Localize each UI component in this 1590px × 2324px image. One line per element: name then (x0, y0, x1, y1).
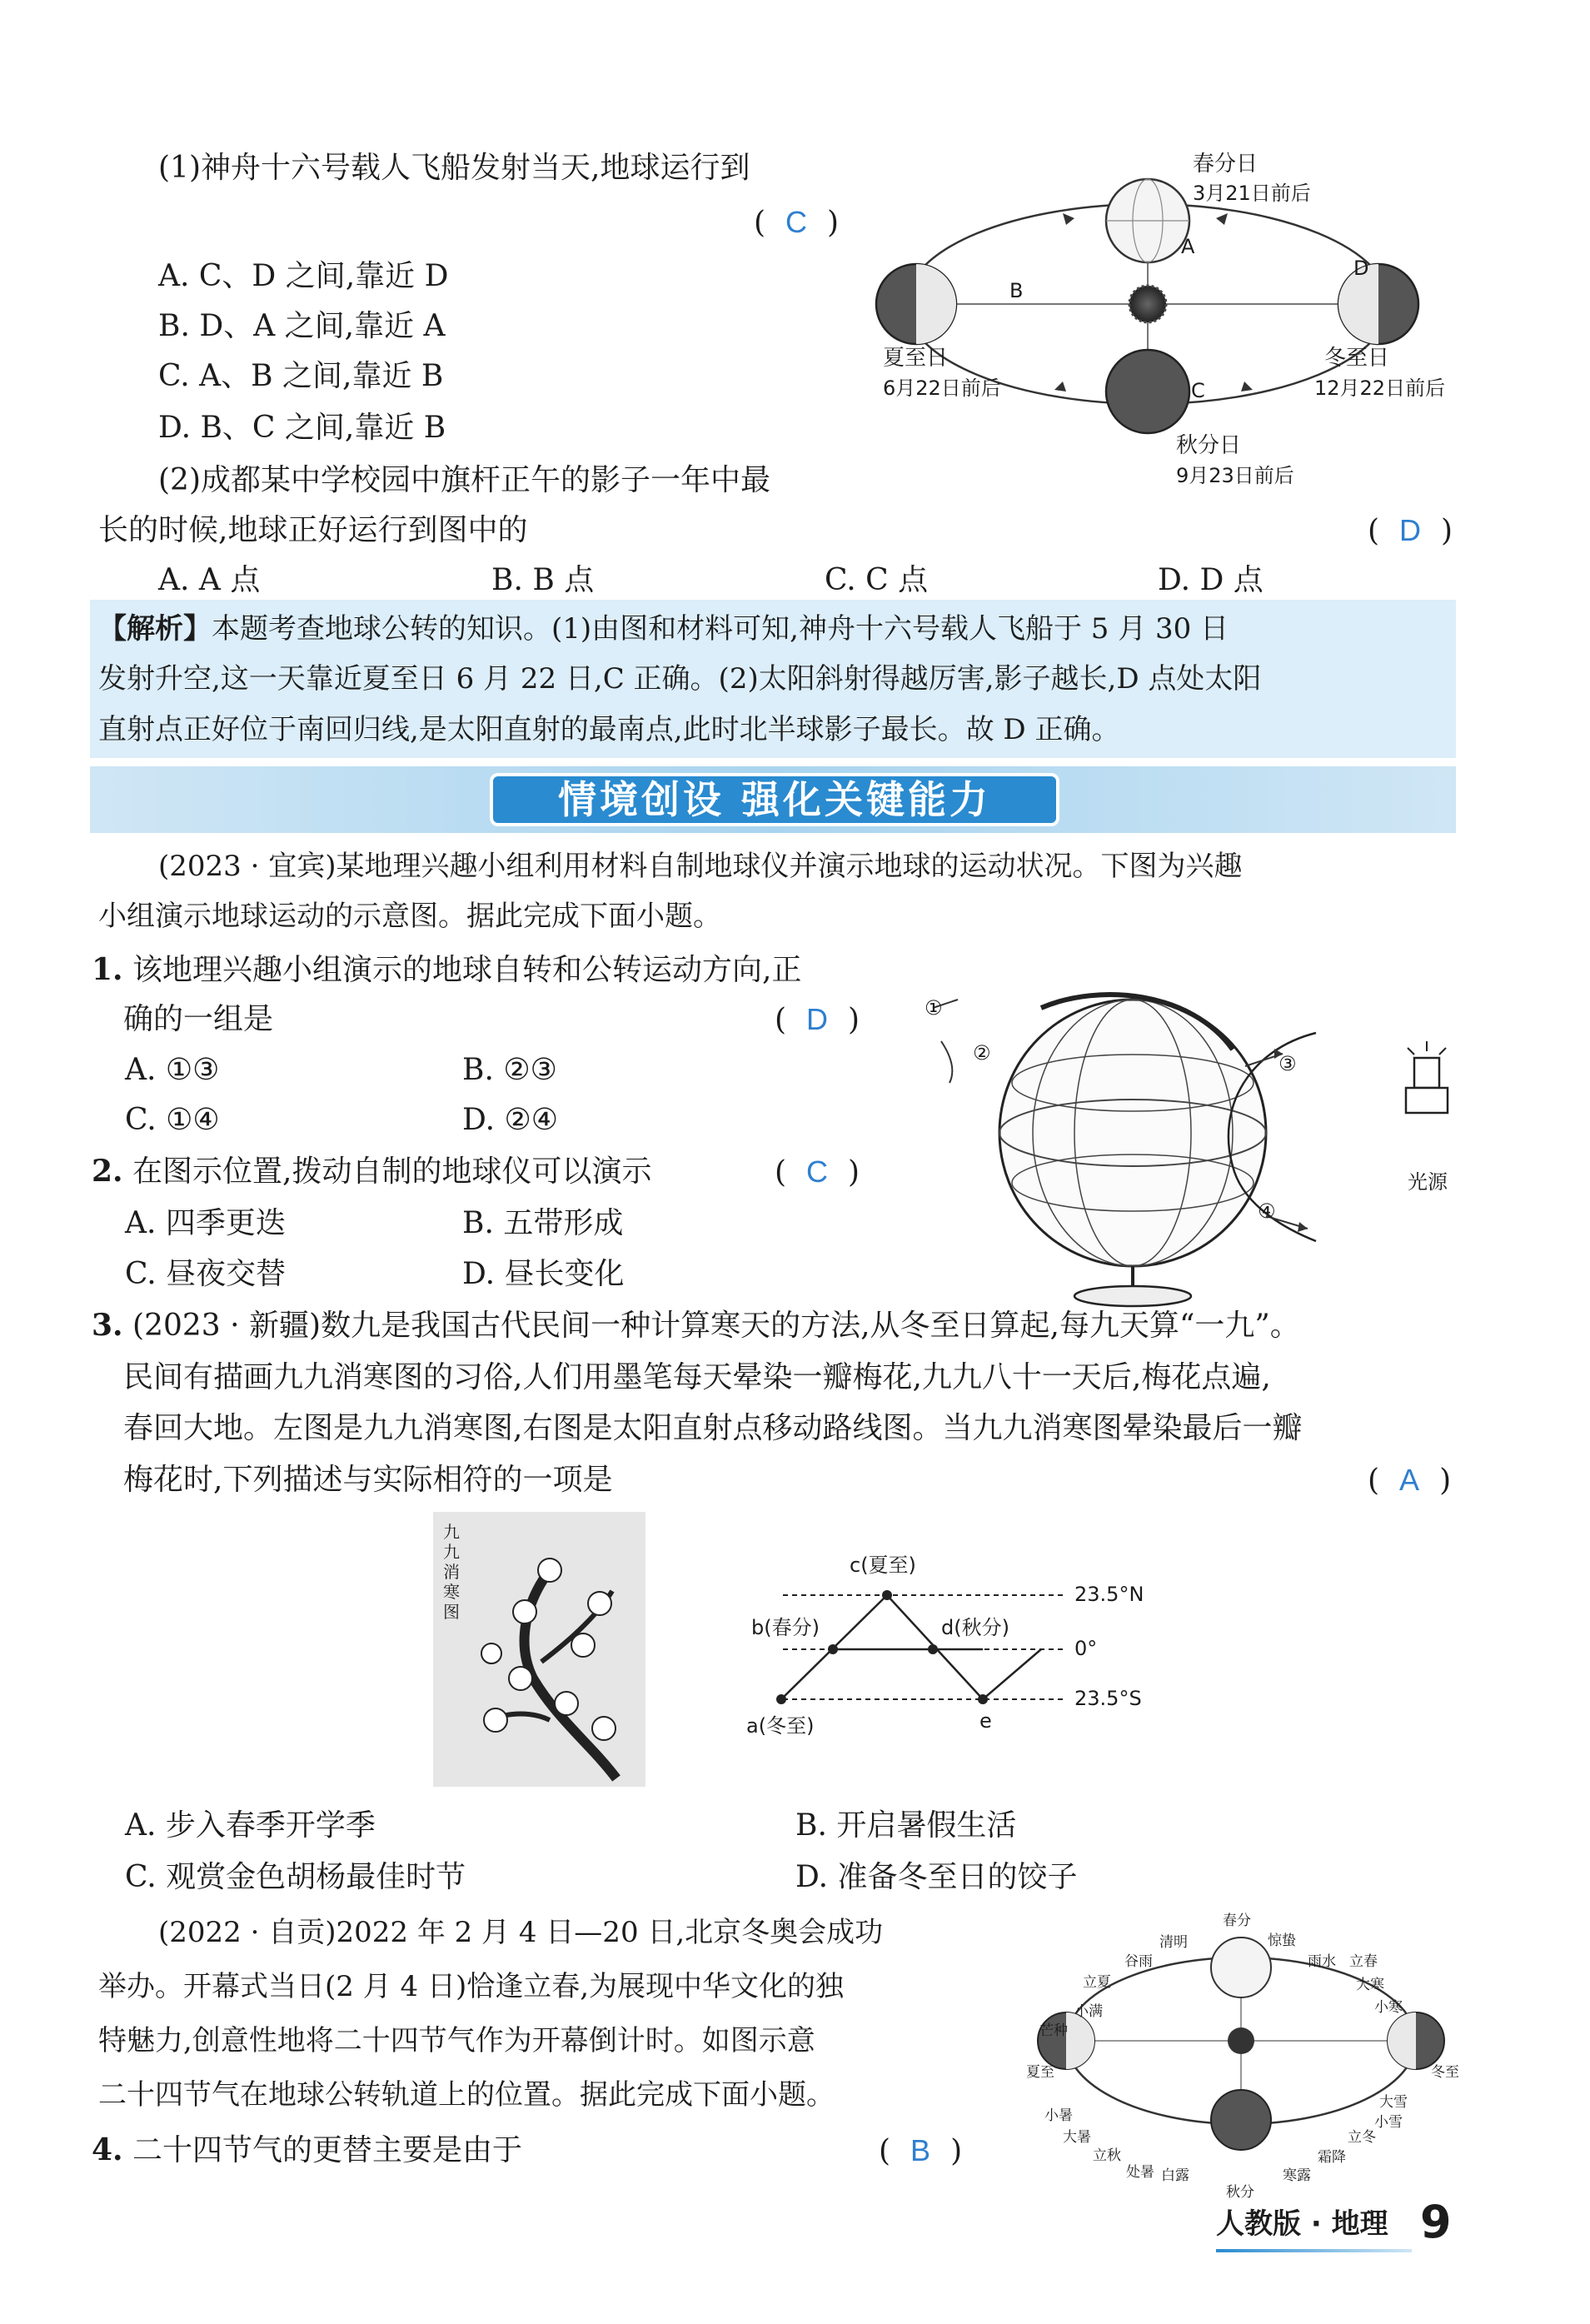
label-north: 23.5°N (1074, 1583, 1144, 1606)
term-daxue: 大雪 (1379, 2094, 1408, 2111)
answer-value: C (806, 1155, 829, 1189)
term-jingzhe: 惊蛰 (1268, 1933, 1296, 1949)
intro1-line1: (2023 · 宜宾)某地理兴趣小组利用材料自制地球仪并演示地球的运动状况。下图为兴趣 (158, 850, 1243, 883)
sun-icon (1129, 286, 1166, 322)
q3-number: 3. (92, 1308, 123, 1343)
q1-number: 1. (92, 952, 123, 987)
summer-label: 夏至日 (883, 346, 949, 371)
light-base-icon (1406, 1088, 1448, 1113)
point-e (978, 1694, 988, 1704)
page-number: 9 (1420, 2196, 1452, 2248)
term-yushui: 雨水 (1308, 1953, 1336, 1970)
arrow-icon (1241, 382, 1253, 391)
path-chart (733, 1549, 1199, 1741)
answer-bracket: ( D ) (1368, 513, 1453, 548)
winter-label: 冬至日 (1324, 346, 1390, 371)
option-a: A. 步入春季开学季 (125, 1808, 376, 1843)
label-equator: 0° (1074, 1637, 1098, 1660)
q4-text: 二十四节气的更替主要是由于 (132, 2133, 523, 2167)
light-source-label: 光源 (1408, 1170, 1448, 1194)
arrow-icon (1216, 213, 1228, 225)
arrow-icon (1298, 1222, 1308, 1232)
option-b: B. ②③ (462, 1053, 557, 1087)
sun-icon (1228, 2027, 1254, 2054)
q4-number: 4. (92, 2132, 123, 2167)
term-liqiu: 立秋 (1093, 2147, 1121, 2164)
answer-bracket: ( D ) (775, 1002, 860, 1037)
q2-text: 在图示位置,拨动自制的地球仪可以演示 (132, 1155, 652, 1189)
term-xiaohan: 小寒 (1374, 1999, 1403, 2016)
plum-title: 九 九 消 寒 图 (443, 1522, 460, 1622)
answer-bracket: ( C ) (754, 205, 840, 240)
q3-stem (92, 1308, 1300, 1344)
term-lidong: 立冬 (1348, 2129, 1376, 2146)
analysis-line2: 发射升空,这一天靠近夏至日 6 月 22 日,C 正确。(2)太阳斜射得越厉害,影子越长,D 点处太阳 (98, 662, 1262, 696)
term-xiaoman: 小满 (1074, 2003, 1103, 2020)
marker-3: ③ (1278, 1052, 1297, 1075)
sub-question-2-line2: 长的时候,地球正好运行到图中的 (98, 513, 528, 547)
label-a: a(冬至) (746, 1714, 815, 1738)
spring-label: 春分日 (1193, 152, 1259, 177)
term-bailu: 白露 (1161, 2167, 1189, 2184)
q4-stem (92, 2132, 522, 2168)
globe-autumn (1211, 2090, 1271, 2150)
term-xiaoshu: 小暑 (1044, 2107, 1073, 2124)
point-c (882, 1590, 892, 1600)
option-b: B. D、A 之间,靠近 A (158, 309, 446, 343)
option-d: D. ②④ (462, 1103, 559, 1137)
intro1-line2: 小组演示地球运动的示意图。据此完成下面小题。 (98, 900, 721, 933)
marker-2: ② (973, 1041, 991, 1065)
sub-question-1: (1)神舟十六号载人飞船发射当天,地球运行到 (158, 151, 750, 185)
light-bulb-icon (1414, 1058, 1439, 1088)
answer-value: C (785, 205, 808, 239)
option-a: A. A 点 (158, 563, 261, 597)
point-b: B (1009, 279, 1024, 302)
term-mangzhong: 芒种 (1039, 2022, 1068, 2039)
option-b: B. B 点 (491, 563, 595, 597)
analysis-line1 (98, 612, 1229, 646)
point-a: A (1181, 235, 1195, 258)
label-south: 23.5°S (1074, 1687, 1142, 1710)
term-dongzhi: 冬至 (1431, 2064, 1459, 2081)
term-lichun: 立春 (1349, 1953, 1378, 1970)
option-d: D. D 点 (1158, 563, 1264, 597)
arrow-icon (1063, 213, 1074, 225)
globe-autumn (1106, 350, 1189, 433)
globe-spring (1211, 1937, 1271, 1997)
analysis-text: 本题考查地球公转的知识。(1)由图和材料可知,神舟十六号载人飞船于 5 月 30 日 (212, 612, 1229, 646)
option-a: A. ①③ (125, 1053, 220, 1087)
option-d: D. 准备冬至日的饺子 (795, 1860, 1078, 1894)
q3-line1: (2023 · 新疆)数九是我国古代民间一种计算寒天的方法,从冬至日算起,每九天算“一九”。 (132, 1309, 1300, 1343)
q3-line4: 梅花时,下列描述与实际相符的一项是 (123, 1463, 613, 1497)
answer-bracket: ( B ) (879, 2133, 963, 2168)
intro2-line2: 举办。开幕式当日(2 月 4 日)恰逢立春,为展现中华文化的独 (98, 1970, 845, 2003)
autumn-date: 9月23日前后 (1176, 464, 1294, 487)
q3-line3: 春回大地。左图是九九消寒图,右图是太阳直射点移动路线图。当九九消寒图晕染最后一瓣 (123, 1411, 1303, 1445)
section-title: 情境创设 强化关键能力 (557, 777, 991, 822)
q3-line2: 民间有描画九九消寒图的习俗,人们用墨笔每天晕染一瓣梅花,九九八十一天后,梅花点遍, (123, 1360, 1271, 1394)
option-a: A. C、D 之间,靠近 D (158, 259, 449, 293)
term-hanlu: 寒露 (1283, 2167, 1311, 2184)
term-xiazhi: 夏至 (1026, 2064, 1054, 2081)
q1-stem (92, 952, 802, 988)
winter-date: 12月22日前后 (1314, 377, 1446, 400)
option-c: C. 观赏金色胡杨最佳时节 (125, 1860, 466, 1894)
marker-4: ④ (1258, 1199, 1276, 1223)
orbit-diagram (866, 142, 1466, 508)
term-xiaoxue: 小雪 (1374, 2114, 1403, 2131)
term-dashu: 大暑 (1063, 2129, 1091, 2146)
analysis-line3: 直射点正好位于南回归线,是太阳直射的最南点,此时北半球影子最长。故 D 正确。 (98, 713, 1120, 746)
label-d: d(秋分) (941, 1616, 1009, 1639)
point-c: C (1191, 379, 1205, 402)
intro2-line3: 特魅力,创意性地将二十四节气作为开幕倒计时。如图示意 (98, 2024, 815, 2057)
spring-date: 3月21日前后 (1193, 182, 1311, 205)
answer-value: D (806, 1002, 829, 1036)
arrow-icon (1054, 382, 1066, 391)
answer-bracket: ( A ) (1368, 1463, 1452, 1498)
marker-1: ① (925, 996, 943, 1020)
term-chushu: 处暑 (1126, 2164, 1154, 2181)
hand-icon (941, 1041, 952, 1083)
label-c: c(夏至) (850, 1553, 916, 1577)
option-a: A. 四季更迭 (125, 1206, 286, 1240)
point-d: D (1353, 257, 1369, 280)
globe-stand (1074, 1286, 1191, 1306)
term-guyu: 谷雨 (1124, 1953, 1153, 1970)
globe-diagram (916, 975, 1466, 1308)
option-c: C. C 点 (825, 563, 929, 597)
answer-bracket: ( C ) (775, 1155, 860, 1189)
label-e: e (979, 1709, 992, 1733)
intro2-line4: 二十四节气在地球公转轨道上的位置。据此完成下面小题。 (98, 2078, 835, 2112)
sub-question-2-line1: (2)成都某中学校园中旗杆正午的影子一年中最 (158, 463, 770, 497)
point-d (928, 1644, 938, 1654)
option-c: C. 昼夜交替 (125, 1257, 287, 1291)
term-qiufen: 秋分 (1226, 2184, 1254, 2201)
plum-blossom-image (433, 1512, 645, 1787)
label-b: b(春分) (751, 1616, 820, 1639)
intro2-line1: (2022 · 自贡)2022 年 2 月 4 日—20 日,北京冬奥会成功 (158, 1916, 884, 1949)
option-c: C. A、B 之间,靠近 B (158, 359, 444, 393)
analysis-tag: 【解析】 (98, 612, 212, 646)
q1-line2: 确的一组是 (123, 1002, 274, 1036)
option-b: B. 五带形成 (462, 1206, 624, 1240)
q2-stem (92, 1154, 652, 1189)
point-b (828, 1644, 838, 1654)
term-chunfen: 春分 (1223, 1913, 1251, 1929)
footer-brand: 人教版 · 地理 (1216, 2207, 1388, 2241)
answer-value: D (1399, 513, 1422, 547)
option-d: D. 昼长变化 (462, 1257, 625, 1291)
option-d: D. B、C 之间,靠近 B (158, 411, 446, 445)
q2-number: 2. (92, 1154, 123, 1189)
answer-value: A (1399, 1463, 1420, 1497)
point-a (776, 1694, 786, 1704)
footer-underline (1216, 2249, 1412, 2252)
q1-line1: 该地理兴趣小组演示的地球自转和公转运动方向,正 (132, 953, 802, 987)
plum-branch-icon (433, 1512, 645, 1787)
term-qingming: 清明 (1159, 1934, 1188, 1951)
autumn-label: 秋分日 (1176, 433, 1242, 458)
option-c: C. ①④ (125, 1103, 220, 1137)
option-b: B. 开启暑假生活 (795, 1808, 1017, 1843)
term-lixia: 立夏 (1083, 1974, 1111, 1991)
term-shuangjiang: 霜降 (1318, 2149, 1346, 2166)
path-line (781, 1595, 1041, 1699)
answer-value: B (910, 2133, 931, 2167)
term-dahan: 大寒 (1356, 1977, 1384, 1993)
summer-date: 6月22日前后 (883, 377, 1001, 400)
